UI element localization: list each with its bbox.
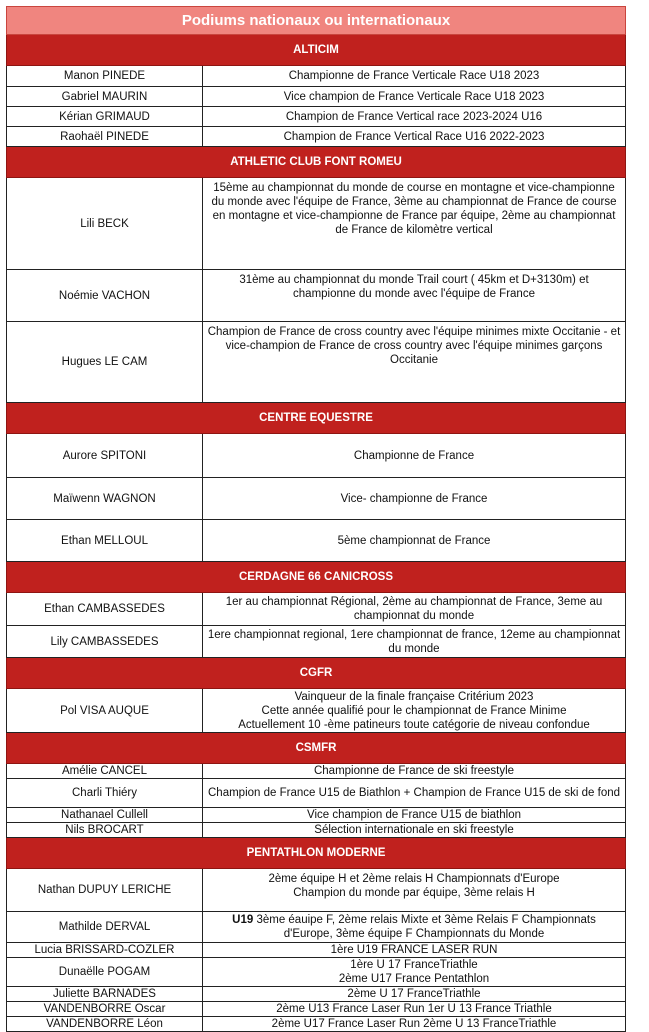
athlete-result: Champion de France U15 de Biathlon + Champion de France U15 de ski de fond: [203, 779, 626, 808]
table-row: [7, 127, 626, 147]
athlete-result: Champion de France Vertical Race U16 2022-2023: [203, 127, 626, 147]
table-row: [7, 869, 626, 912]
athlete-name: VANDENBORRE Léon: [7, 1017, 203, 1032]
athlete-result: 5ème championnat de France: [203, 520, 626, 562]
athlete-result: [203, 958, 626, 987]
athlete-name: Lucia BRISSARD-COZLER: [7, 943, 203, 958]
athlete-result: Championne de France de ski freestyle: [203, 764, 626, 779]
athlete-result: [203, 689, 626, 733]
section-header-row: [7, 658, 626, 689]
table-row: [7, 87, 626, 107]
athlete-result: 2ème U17 France Laser Run 2ème U 13 FranceTriathle: [203, 1017, 626, 1032]
page-title: Podiums nationaux ou internationaux: [7, 7, 626, 35]
athlete-name: Ethan MELLOUL: [7, 520, 203, 562]
athlete-name: Nils BROCART: [7, 823, 203, 838]
podiums-table: [6, 6, 626, 1032]
athlete-name: Nathanael Cullell: [7, 808, 203, 823]
section-title-canicross: CERDAGNE 66 CANICROSS: [7, 562, 626, 593]
section-title-centre-equestre: CENTRE EQUESTRE: [7, 403, 626, 434]
athlete-result: [203, 869, 626, 912]
athlete-name: Charli Thiéry: [7, 779, 203, 808]
section-header-row: [7, 838, 626, 869]
athlete-result: Vice champion de France Verticale Race U18 2023: [203, 87, 626, 107]
athlete-name: Kérian GRIMAUD: [7, 107, 203, 127]
athlete-name: Lily CAMBASSEDES: [7, 626, 203, 658]
table-row: [7, 478, 626, 520]
table-row: [7, 808, 626, 823]
section-header-row: [7, 403, 626, 434]
athlete-name: Aurore SPITONI: [7, 434, 203, 478]
table-row: [7, 689, 626, 733]
athlete-result: 15ème au championnat du monde de course en montagne et vice-championne du monde avec l'équipe de France, 3ème au championnat de France de course en montagne et vice-championne de France par équipe, 2ème au championnat de France de kilomètre vertical: [203, 178, 626, 270]
section-header-row: [7, 733, 626, 764]
athlete-name: Manon PINEDE: [7, 66, 203, 87]
athlete-name: Maïwenn WAGNON: [7, 478, 203, 520]
section-title-cgfr: CGFR: [7, 658, 626, 689]
result-line: 2ème U17 France Pentathlon: [338, 973, 490, 985]
athlete-result: Champion de France Vertical race 2023-2024 U16: [203, 107, 626, 127]
table-row: [7, 823, 626, 838]
athlete-name: Noémie VACHON: [7, 270, 203, 322]
athlete-result: 1ere championnat regional, 1ere championnat de france, 12eme au championnat du monde: [203, 626, 626, 658]
athlete-result: 2ème U13 France Laser Run 1er U 13 France Triathle: [203, 1002, 626, 1017]
athlete-result: Champion de France de cross country avec l'équipe minimes mixte Occitanie - et vice-champion de France de cross country avec l'équipe minimes garçons Occitanie: [203, 322, 626, 403]
table-row: [7, 764, 626, 779]
athlete-name: Raohaël PINEDE: [7, 127, 203, 147]
table-row: [7, 434, 626, 478]
section-title-alticim: ALTICIM: [7, 35, 626, 66]
section-title-pentathlon: PENTATHLON MODERNE: [7, 838, 626, 869]
podiums-document: [6, 6, 625, 1032]
section-header-row: [7, 35, 626, 66]
table-row: [7, 520, 626, 562]
section-header-row: [7, 562, 626, 593]
athlete-result: Championne de France Verticale Race U18 2023: [203, 66, 626, 87]
result-line: Champion du monde par équipe, 3ème relais H: [293, 887, 535, 899]
section-title-csmfr: CSMFR: [7, 733, 626, 764]
table-row: [7, 322, 626, 403]
athlete-name: Mathilde DERVAL: [7, 912, 203, 943]
athlete-result: 1ère U19 FRANCE LASER RUN: [203, 943, 626, 958]
table-row: [7, 626, 626, 658]
section-header-row: [7, 147, 626, 178]
athlete-result: 1er au championnat Régional, 2ème au championnat de France, 3eme au championnat du monde: [203, 593, 626, 626]
table-row: [7, 1017, 626, 1032]
athlete-name: Gabriel MAURIN: [7, 87, 203, 107]
table-row: [7, 958, 626, 987]
table-row: [7, 1002, 626, 1017]
table-row: [7, 66, 626, 87]
athlete-name: Ethan CAMBASSEDES: [7, 593, 203, 626]
table-row: [7, 178, 626, 270]
athlete-name: Nathan DUPUY LERICHE: [7, 869, 203, 912]
athlete-name: VANDENBORRE Oscar: [7, 1002, 203, 1017]
athlete-name: Amélie CANCEL: [7, 764, 203, 779]
athlete-name: Lili BECK: [7, 178, 203, 270]
title-row: [7, 7, 626, 35]
table-row: [7, 912, 626, 943]
athlete-result: [203, 912, 626, 943]
athlete-name: Hugues LE CAM: [7, 322, 203, 403]
table-row: [7, 779, 626, 808]
result-text: 3ème éauipe F, 2ème relais Mixte et 3ème Relais F Championnats d'Europe, 3ème équipe F Championnats du Monde: [253, 914, 596, 940]
athlete-result: Sélection internationale en ski freestyle: [203, 823, 626, 838]
table-row: [7, 107, 626, 127]
athlete-result: 2ème U 17 FranceTriathle: [203, 987, 626, 1002]
athlete-result: Vice- championne de France: [203, 478, 626, 520]
athlete-name: Pol VISA AUQUE: [7, 689, 203, 733]
table-row: [7, 270, 626, 322]
result-line: Vainqueur de la finale française Critérium 2023: [294, 690, 534, 703]
section-title-athletic-club: ATHLETIC CLUB FONT ROMEU: [7, 147, 626, 178]
athlete-result: Championne de France: [203, 434, 626, 478]
result-line: 2ème équipe H et 2ème relais H Championnats d'Europe: [268, 873, 560, 885]
athlete-result: Vice champion de France U15 de biathlon: [203, 808, 626, 823]
table-row: [7, 593, 626, 626]
athlete-result: 31ème au championnat du monde Trail court ( 45km et D+3130m) et championne du monde avec l'équipe de France: [203, 270, 626, 322]
category-label: U19: [232, 914, 254, 926]
result-line: 1ère U 17 FranceTriathle: [350, 959, 478, 971]
result-line: Actuellement 10 -ème patineurs toute catégorie de niveau confondue: [238, 718, 590, 731]
table-row: [7, 943, 626, 958]
athlete-name: Dunaëlle POGAM: [7, 958, 203, 987]
athlete-name: Juliette BARNADES: [7, 987, 203, 1002]
result-line: Cette année qualifié pour le championnat de France Minime: [261, 704, 567, 717]
table-row: [7, 987, 626, 1002]
